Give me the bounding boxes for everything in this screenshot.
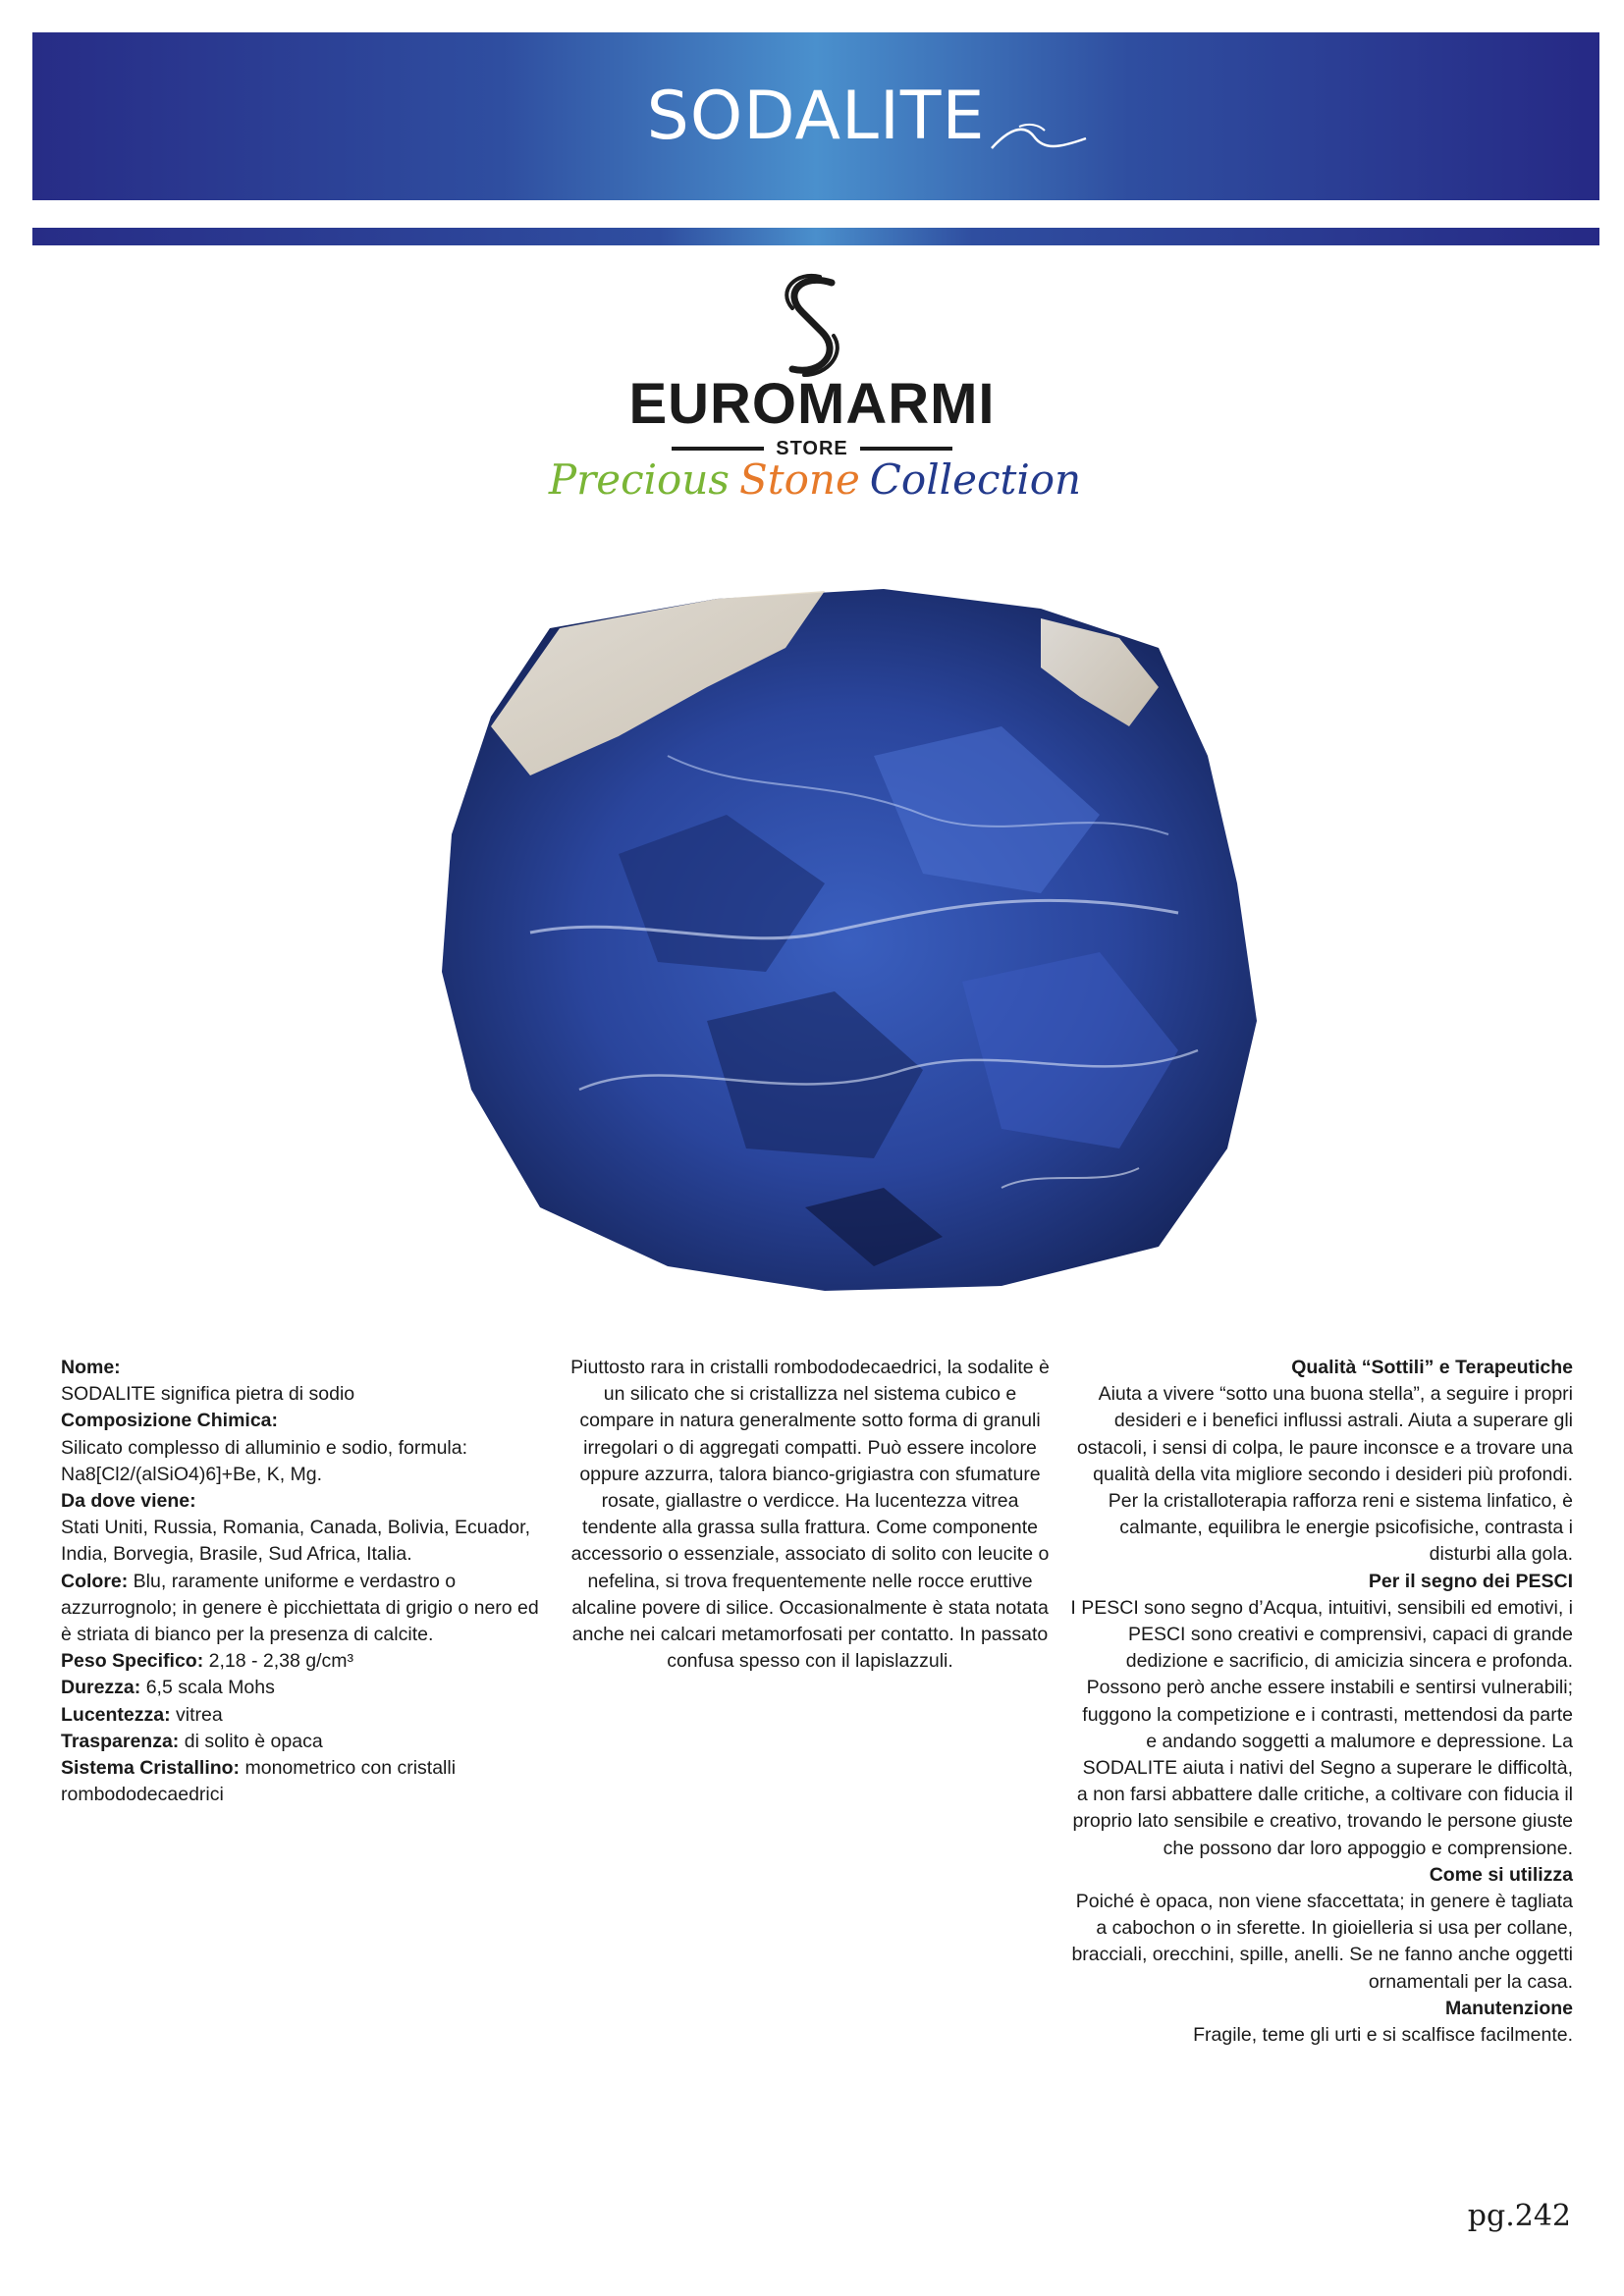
trasparenza-label: Trasparenza: — [61, 1730, 180, 1752]
title-banner — [32, 32, 1599, 200]
title-swash-ornament — [990, 119, 1088, 158]
description-column — [569, 1355, 1051, 1675]
composizione-label: Composizione Chimica: — [61, 1410, 279, 1432]
segno-title: Per il segno dei PESCI — [1368, 1570, 1573, 1592]
brand-name: EUROMARMI — [628, 372, 996, 436]
brand-sub: STORE — [776, 437, 848, 459]
segno-text: I PESCI sono segno d’Acqua, intuitivi, sensibili ed emotivi, i PESCI sono creativi e comprensivi, capaci di grande dedizione e sacrificio, di amicizia sincera e profonda. Possono però anche essere instabili e sentirsi vulnerabili; fuggono la competizione e i contrasti, mettendosi da parte e andando soggetti a malumore e depressione. La SODALITE aiuta i nativi del Segno a superare le difficoltà, a non farsi abbattere dalle critiche, a coltivare con fiducia il proprio lato sensibile e creativo, trovando le persone giuste che possono dar loro appoggio e comprensione. — [1070, 1596, 1573, 1859]
colore-text: Blu, raramente uniforme e verdastro o azzurrognolo; in genere è picchiettata di grigio o nero ed è striata di bianco per la presenza di calcite. — [61, 1570, 539, 1646]
composizione-text: Silicato complesso di alluminio e sodio, formula: Na8[Cl2/(alSiO4)6]+Be, K, Mg. — [61, 1436, 468, 1485]
peso-label: Peso Specifico: — [61, 1650, 204, 1673]
manutenzione-title: Manutenzione — [1445, 1997, 1573, 2019]
utilizzo-title: Come si utilizza — [1429, 1863, 1573, 1886]
durezza-text: 6,5 scala Mohs — [145, 1677, 275, 1699]
sistema-text: monometrico con cristalli rombododecaedrici — [61, 1757, 457, 1806]
header-divider-bar — [32, 228, 1599, 245]
qualities-column — [1070, 1355, 1573, 2049]
collection-word-collection: Collection — [869, 454, 1082, 504]
durezza-label: Durezza: — [61, 1677, 141, 1699]
nome-text: SODALITE significa pietra di sodio — [61, 1383, 355, 1406]
collection-tagline — [548, 445, 1082, 513]
page-title: SODALITE — [646, 78, 986, 155]
qualita-title: Qualità “Sottili” e Terapeutiche — [1291, 1357, 1573, 1378]
qualita-text: Aiuta a vivere “sotto una buona stella”, a seguire i propri desideri e i benefici influssi astrali. Aiuta a superare gli ostacoli, i sensi di colpa, le paure inconsce e a trovare una qualità della vita migliore secondo i desideri più profondi. Per la cristalloterapia rafforza reni e sistema linfatico, è calmante, equilibra le energie psicofisiche, contrasta i disturbi alla gola. — [1076, 1383, 1573, 1566]
collection-word-precious: Precious — [548, 454, 730, 504]
provenienza-label: Da dove viene: — [61, 1490, 196, 1513]
colore-label: Colore: — [61, 1570, 129, 1592]
collection-word-stone: Stone — [738, 454, 860, 504]
description-text: Piuttosto rara in cristalli rombododecaedrici, la sodalite è un silicato che si cristallizza nel sistema cubico e compare in natura generalmente sotto forma di granuli irregolari o di aggregati compatti. Può essere incolore oppure azzurra, talora bianco-grigiastra con sfumature rosate, giallastre o verdicce. Ha lucentezza vitrea tendente alla grassa sulla frattura. Come componente accessorio o essenziale, associato di solito con leucite o nefelina, si trova frequentemente nelle rocce eruttive alcaline povere di silice. Occasionalmente è stata notata anche nei calcari metamorfosati per contatto. In passato confusa spesso con il lapislazzuli. — [570, 1357, 1050, 1673]
sistema-label: Sistema Cristallino: — [61, 1757, 241, 1780]
properties-column — [61, 1355, 552, 1808]
lucentezza-label: Lucentezza: — [61, 1703, 171, 1726]
utilizzo-text: Poiché è opaca, non viene sfaccettata; in genere è tagliata a cabochon o in sferette. In gioielleria si usa per collane, bracciali, orecchini, spille, anelli. Se ne fanno anche oggetti ornamentali per la casa. — [1071, 1891, 1573, 1993]
peso-text: 2,18 - 2,38 g/cm³ — [208, 1650, 354, 1673]
nome-label: Nome: — [61, 1357, 121, 1378]
lucentezza-text: vitrea — [176, 1703, 223, 1726]
page-number: pg.242 — [1467, 2199, 1571, 2233]
s-monogram-icon — [763, 273, 861, 381]
manutenzione-text: Fragile, teme gli urti e si scalfisce facilmente. — [1193, 2024, 1573, 2047]
trasparenza-text: di solito è opaca — [184, 1730, 323, 1752]
provenienza-text: Stati Uniti, Russia, Romania, Canada, Bolivia, Ecuador, India, Borvegia, Brasile, Sud Africa, Italia. — [61, 1517, 530, 1566]
sodalite-stone-image — [412, 560, 1296, 1315]
